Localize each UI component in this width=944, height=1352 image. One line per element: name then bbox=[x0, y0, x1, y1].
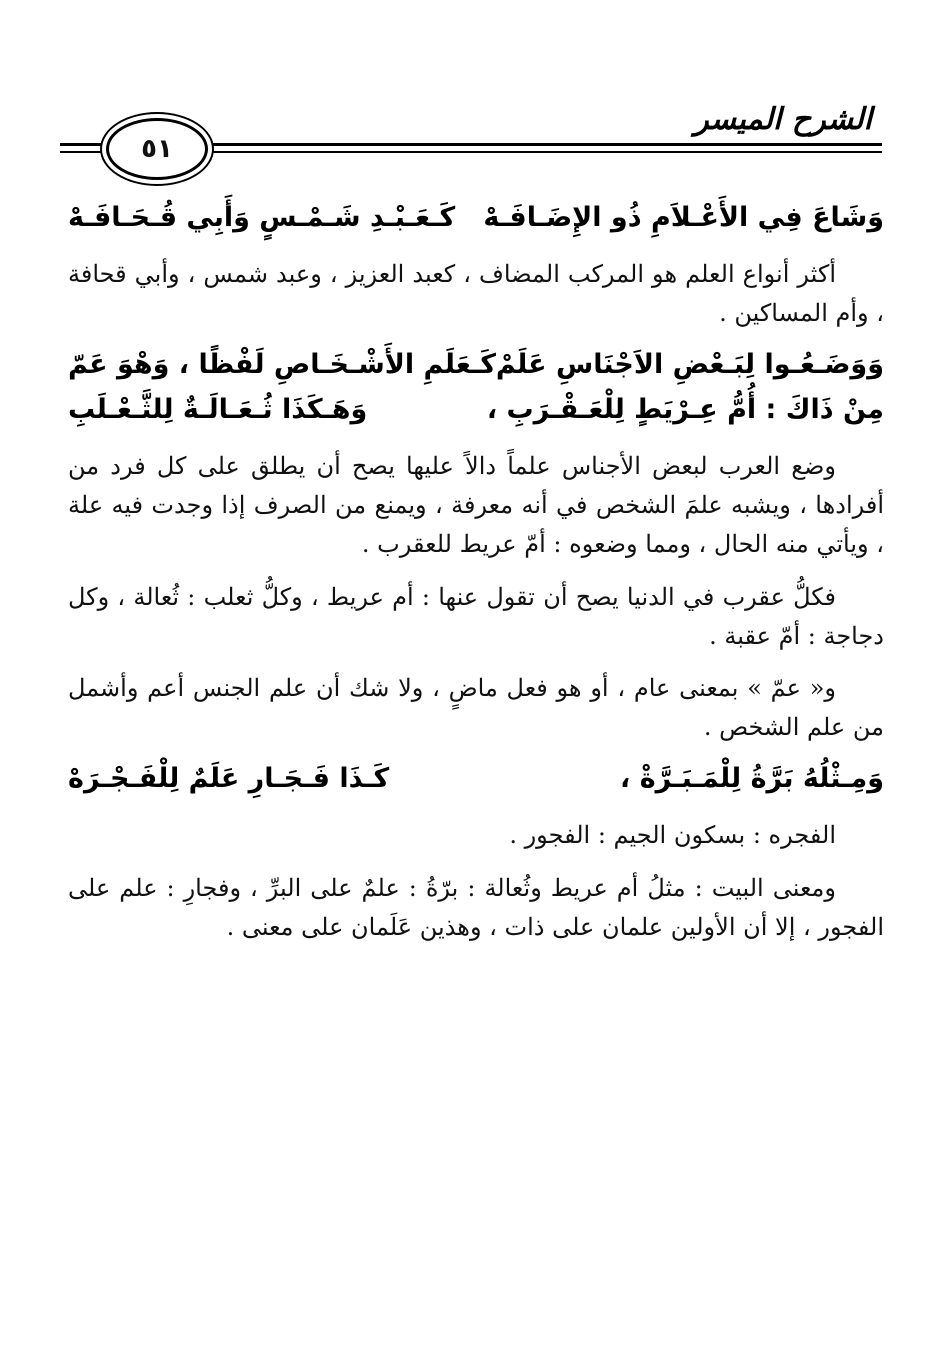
verse-line bbox=[68, 392, 884, 427]
commentary-paragraph: فكلُّ عقرب في الدنيا يصح أن تقول عنها : أم عريط ، وكلُّ ثعلب : ثُعالة ، وكل دجاجة : أمّ عقبة . bbox=[68, 582, 884, 650]
verse-first-hemistich: وَمِـثْلُهُ بَرَّةُ لِلْمَـبَـرَّةْ ، bbox=[620, 763, 884, 795]
commentary-paragraph: ومعنى البيت : مثلُ أم عريط وثُعالة : برّةُ : علمٌ على البرِّ ، وفجارِ : علم على الفجور ، إلا أن الأولين علمان على ذات ، وهذين عَلَمان على معنى . bbox=[68, 874, 884, 941]
verse-second-hemistich: كَـعَلَمِ الأَشْـخَـاصِ لَفْظًا ، وَهْوَ عَمّ bbox=[67, 348, 496, 380]
commentary-paragraph: و« عمّ » بمعنى عام ، أو هو فعل ماضٍ ، ولا شك أن علم الجنس أعم وأشمل من علم الشخص . bbox=[68, 674, 884, 742]
verse-second-hemistich: كَـعَـبْـدِ شَـمْـسٍ وَأَبِي قُـحَـافَـهْ bbox=[68, 202, 456, 233]
commentary-paragraph: وضع العرب لبعض الأجناس علماً دالاً عليها يصح أن يطلق على كل فرد من أفرادها ، ويشبه علمَ الشخص في أنه معرفة ، ويمنع من الصرف إذا وجدت فيه علة ، ويأتي منه الحال ، ومما وضعوه : أمّ عريط للعقرب . bbox=[68, 452, 884, 558]
verse-second-hemistich: وَهَـكَذَا ثُـعَـالَـةٌ لِلثَّـعْـلَبِ bbox=[68, 393, 368, 425]
commentary-paragraph: أكثر أنواع العلم هو المركب المضاف ، كعبد العزيز ، وعبد شمس ، وأبي قحافة ، وأم المساكين . bbox=[68, 260, 884, 327]
verse-first-hemistich: وَوَضَـعُـوا لِبَـعْضِ الاَجْنَاسِ عَلَمْ bbox=[495, 348, 884, 380]
verse-first-hemistich: وَشَاعَ فِي الأَعْـلاَمِ ذُو الإِضَـافَـهْ bbox=[483, 202, 884, 233]
verse-line bbox=[68, 761, 884, 796]
page-number-frame bbox=[106, 118, 208, 180]
verse-second-hemistich: كَـذَا فَـجَـارِ عَلَمٌ لِلْفَـجْـرَهْ bbox=[68, 763, 390, 795]
verse-line bbox=[68, 200, 884, 235]
commentary-paragraph: الفجره : بسكون الجيم : الفجور . bbox=[509, 821, 836, 850]
page-body bbox=[68, 200, 884, 947]
running-header bbox=[60, 96, 882, 176]
page-number: ٥١ bbox=[141, 134, 173, 164]
book-title: الشرح الميسر bbox=[694, 102, 872, 137]
verse-first-hemistich: مِنْ ذَاكَ : أُمُّ عِـرْيَطٍ لِلْعَـقْـرَبِ ، bbox=[486, 393, 884, 425]
verse-line bbox=[68, 347, 884, 382]
